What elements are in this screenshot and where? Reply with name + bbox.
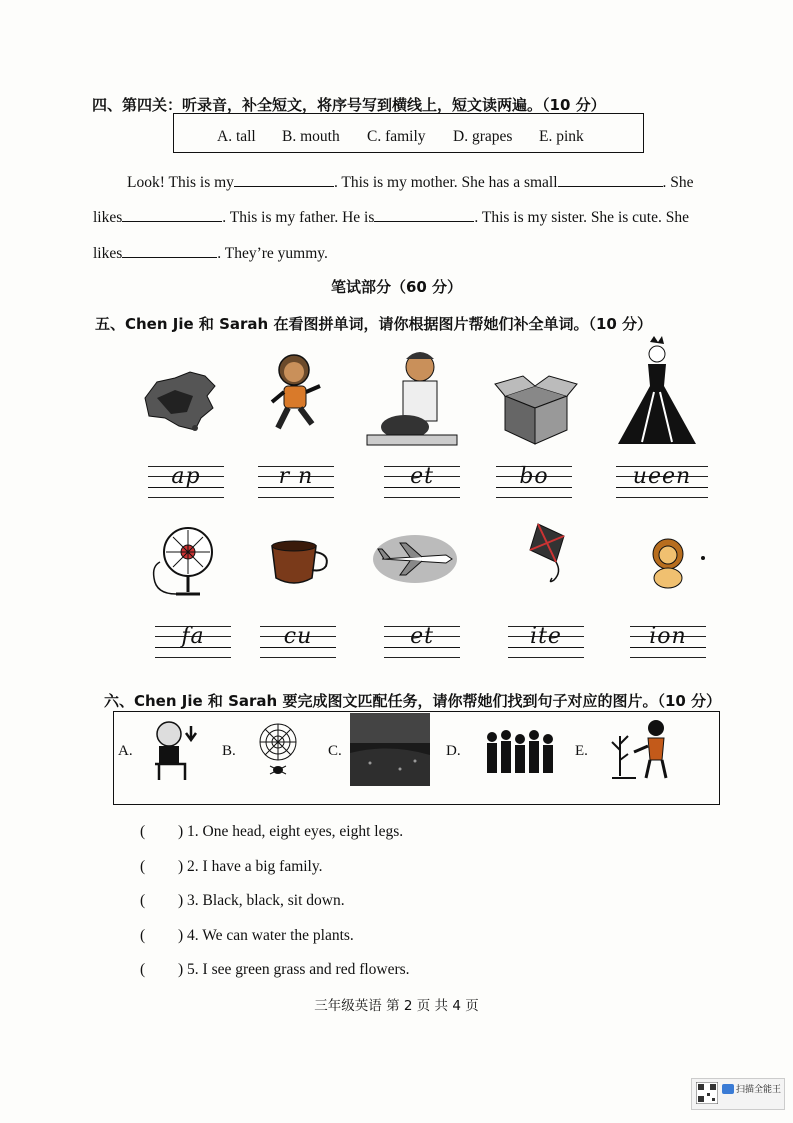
spider-icon (258, 722, 298, 778)
spell-line-lion[interactable]: ion (630, 626, 706, 658)
option-c: C. family (367, 128, 426, 145)
sit-down-kid-icon (151, 718, 201, 782)
box-icon (493, 372, 578, 447)
page-footer: 三年级英语 第 2 页 共 4 页 (314, 998, 479, 1014)
vet-doctor-icon (365, 345, 460, 449)
spell-line-jet[interactable]: et (384, 626, 460, 658)
cup-icon (268, 538, 330, 588)
spell-line-run[interactable]: r n (258, 466, 334, 498)
pic-label-d: D. (446, 743, 461, 759)
china-map-icon (135, 368, 220, 433)
section5-title: 五、Chen Jie 和 Sarah 在看图拼单词，请你根据图片帮她们补全单词。（10 分） (95, 315, 653, 333)
passage-line-1: Look! This is my . This is my mother. She has a small . She (127, 174, 694, 191)
option-e: E. pink (539, 128, 584, 145)
pic-label-c: C. (328, 743, 342, 759)
question-4: ( ) 4. We can water the plants. (140, 927, 354, 944)
pic-label-b: B. (222, 743, 236, 759)
lion-icon (646, 536, 710, 590)
answer-blank-4[interactable] (374, 207, 474, 222)
answer-blank-3[interactable] (122, 207, 222, 222)
spell-line-vet[interactable]: et (384, 466, 460, 498)
passage-line-3: likes . They’re yummy. (93, 245, 328, 262)
watermark-text: 扫描全能王 (736, 1085, 782, 1095)
option-d: D. grapes (453, 128, 513, 145)
cs-logo-icon (722, 1084, 734, 1094)
jet-plane-icon (372, 533, 458, 585)
queen-icon (614, 336, 699, 450)
qr-code-icon (696, 1082, 718, 1104)
spell-line-fan[interactable]: fa (155, 626, 231, 658)
spell-line-cup[interactable]: cu (260, 626, 336, 658)
spell-line-map[interactable]: ap (148, 466, 224, 498)
scanner-watermark (691, 1078, 785, 1110)
answer-blank-1[interactable] (234, 172, 334, 187)
spell-line-kite[interactable]: ite (508, 626, 584, 658)
grass-field-icon (350, 713, 430, 786)
answer-paren-3[interactable]: ( (140, 892, 146, 909)
section6-title: 六、Chen Jie 和 Sarah 要完成图文匹配任务，请你帮她们找到句子对应的图片。（10 分） (104, 692, 722, 710)
kite-icon (516, 522, 582, 584)
option-b: B. mouth (282, 128, 340, 145)
question-5: ( ) 5. I see green grass and red flowers. (140, 961, 410, 978)
running-boy-icon (266, 352, 326, 434)
pic-label-e: E. (575, 743, 588, 759)
spell-line-box[interactable]: bo (496, 466, 572, 498)
answer-blank-2[interactable] (558, 172, 663, 187)
option-a: A. tall (217, 128, 256, 145)
written-part-title: 笔试部分（60 分） (330, 278, 463, 296)
pic-label-a: A. (118, 743, 133, 759)
watering-plant-icon (606, 716, 678, 782)
answer-paren-2[interactable]: ( (140, 858, 146, 875)
section4-title: 四、第四关：听录音，补全短文，将序号写到横线上，短文读两遍。（10 分） (92, 96, 606, 114)
question-1: ( ) 1. One head, eight eyes, eight legs. (140, 823, 404, 840)
answer-blank-5[interactable] (122, 243, 217, 258)
fan-icon (146, 522, 218, 602)
family-icon (484, 725, 556, 775)
answer-paren-4[interactable]: ( (140, 927, 146, 944)
passage-line-2: likes . This is my father. He is . This is my sister. She is cute. She (93, 209, 689, 226)
spell-line-queen[interactable]: ueen (616, 466, 708, 498)
question-3: ( ) 3. Black, black, sit down. (140, 892, 345, 909)
question-2: ( ) 2. I have a big family. (140, 858, 323, 875)
answer-paren-1[interactable]: ( (140, 823, 146, 840)
answer-paren-5[interactable]: ( (140, 961, 146, 978)
